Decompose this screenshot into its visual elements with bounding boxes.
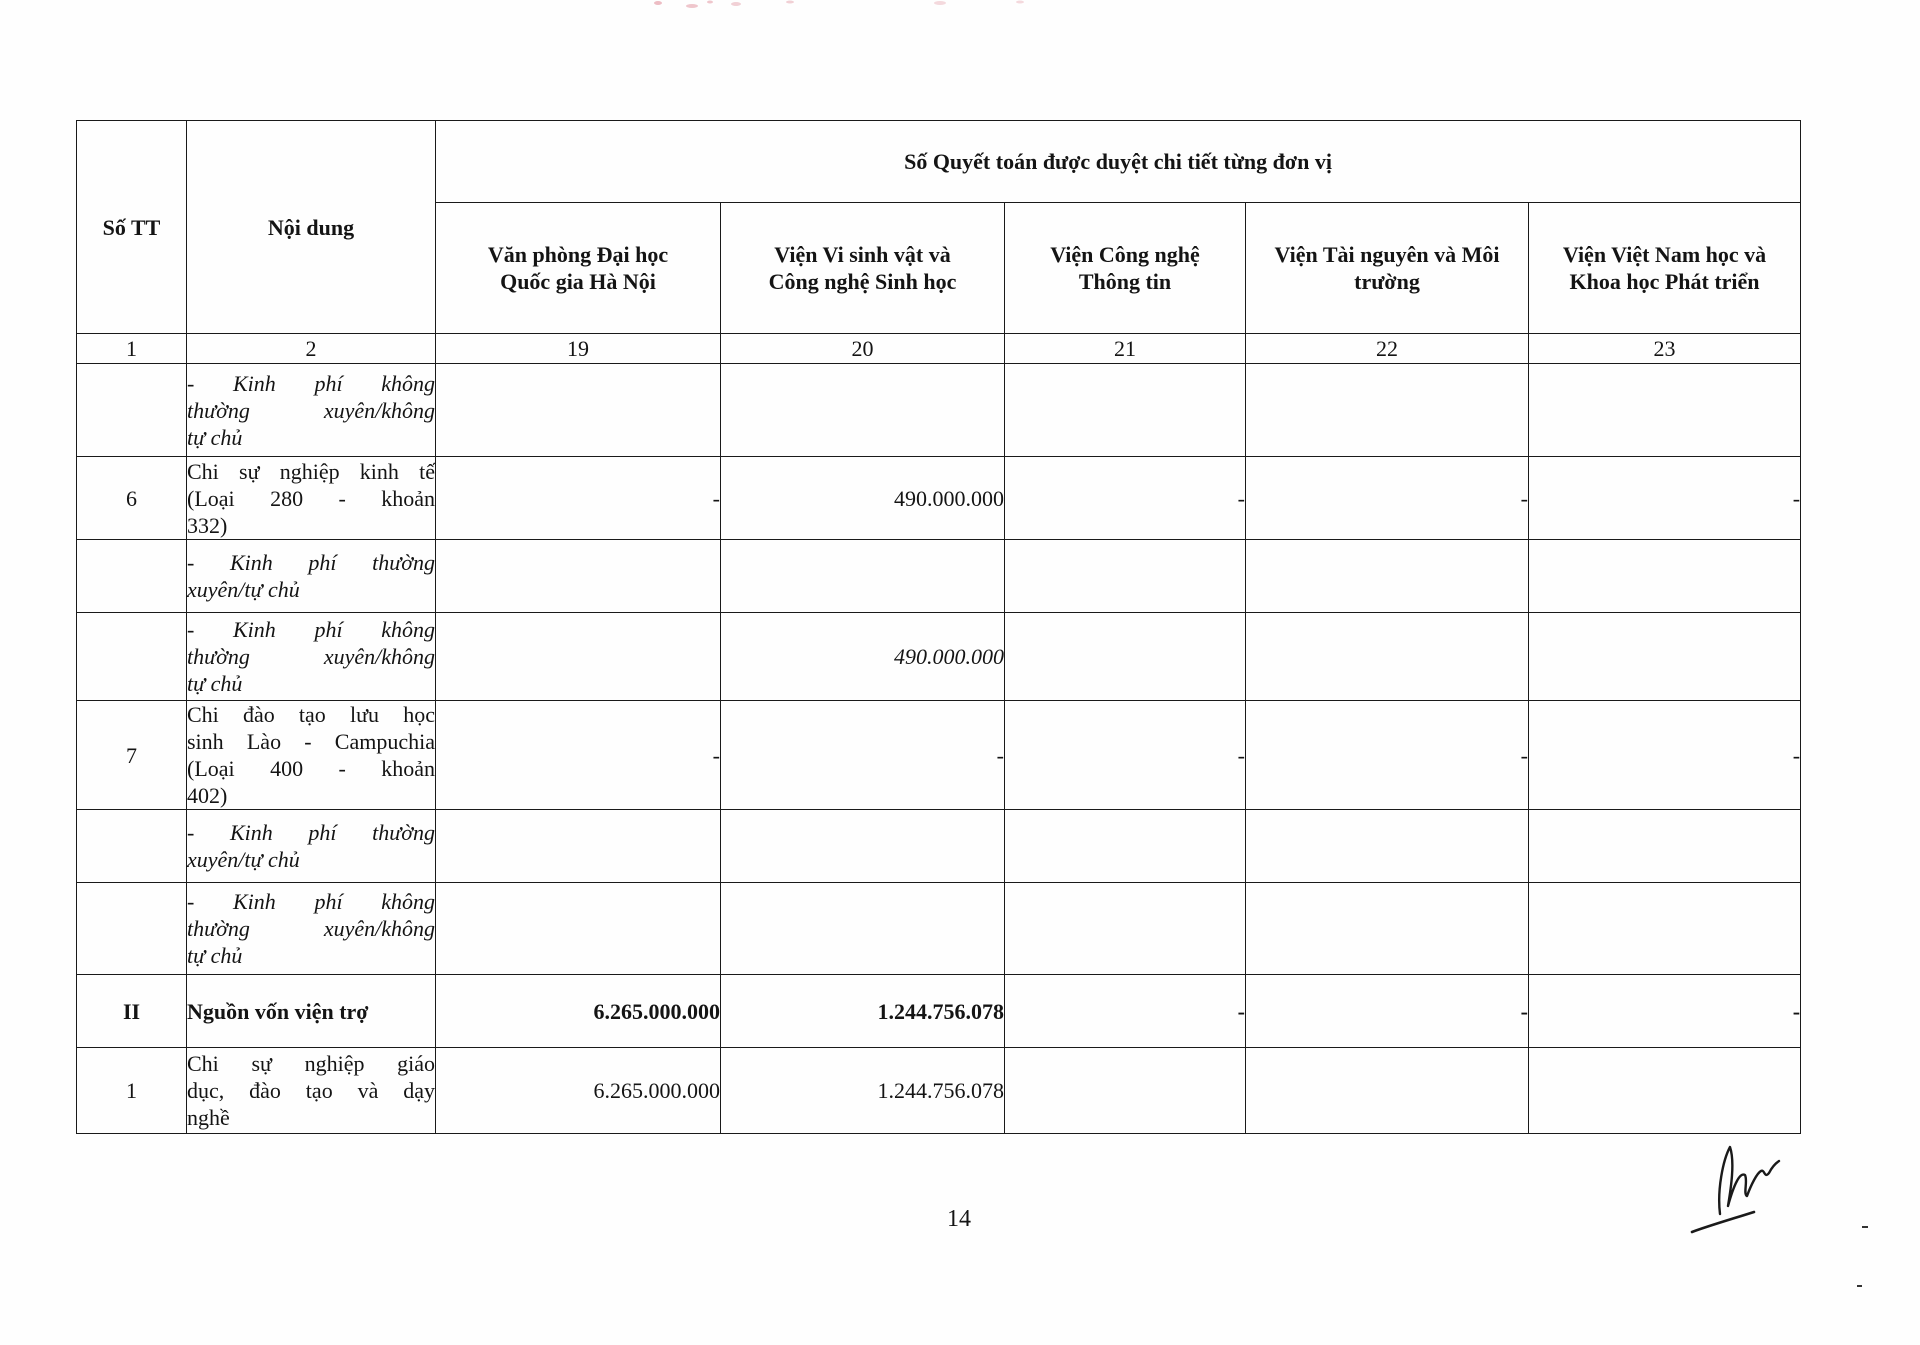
value-cell	[1529, 810, 1801, 883]
content-line: - Kinh phí không	[187, 889, 435, 914]
value-cell: -	[1529, 701, 1801, 810]
content-cell	[187, 883, 436, 975]
value-cell: -	[436, 701, 721, 810]
stt-cell: II	[77, 975, 187, 1048]
content-line: tự chủ	[187, 424, 243, 450]
value-cell: 490.000.000	[721, 457, 1005, 540]
stt-cell: 7	[77, 701, 187, 810]
header-group: Số Quyết toán được duyệt chi tiết từng đơn vị	[436, 121, 1801, 203]
table-row	[77, 540, 1801, 613]
content-cell	[187, 457, 436, 540]
content-cell	[187, 701, 436, 810]
content-line: Chi sự nghiệp giáo	[187, 1051, 435, 1076]
value-cell	[1246, 364, 1529, 457]
content-line: 332)	[187, 512, 228, 538]
value-cell	[436, 810, 721, 883]
value-cell	[1005, 810, 1246, 883]
table-row	[77, 883, 1801, 975]
value-cell	[1246, 1048, 1529, 1134]
value-cell	[1246, 810, 1529, 883]
value-cell	[1529, 613, 1801, 701]
value-cell	[1529, 364, 1801, 457]
content-line: xuyên/tự chủ	[187, 847, 300, 872]
value-cell	[436, 540, 721, 613]
header-unit-line: Viện Tài nguyên và Môi	[1274, 242, 1500, 267]
column-number: 21	[1005, 334, 1246, 364]
value-cell: -	[1005, 701, 1246, 810]
value-cell	[721, 883, 1005, 975]
value-cell	[1529, 883, 1801, 975]
value-cell: -	[1005, 975, 1246, 1048]
table-row	[77, 975, 1801, 1048]
content-line: - Kinh phí thường	[187, 820, 435, 845]
value-cell	[1005, 613, 1246, 701]
content-cell	[187, 975, 436, 1048]
content-line: Chi sự nghiệp kinh tế	[187, 458, 435, 484]
column-number: 2	[187, 334, 436, 364]
content-line: Chi đào tạo lưu học	[187, 702, 435, 727]
header-unit-line: Công nghệ Sinh học	[768, 269, 957, 294]
stt-cell: 6	[77, 457, 187, 540]
stamp-bleed-marks	[640, 0, 1060, 16]
header-unit-line: Viện Vi sinh vật và	[774, 242, 951, 267]
value-cell: -	[1246, 457, 1529, 540]
settlement-table	[76, 120, 1801, 1134]
value-cell	[1246, 613, 1529, 701]
content-cell	[187, 810, 436, 883]
table-row	[77, 1048, 1801, 1134]
content-cell	[187, 1048, 436, 1134]
value-cell	[1005, 364, 1246, 457]
value-cell: -	[1246, 701, 1529, 810]
header-unit-line: Viện Công nghệ	[1050, 242, 1200, 267]
value-cell	[1005, 883, 1246, 975]
stt-cell	[77, 810, 187, 883]
header-unit-line: Khoa học Phát triển	[1569, 269, 1760, 294]
content-line: xuyên/tự chủ	[187, 577, 300, 602]
column-number-row	[77, 334, 1801, 364]
content-line: thường xuyên/không	[187, 644, 435, 669]
column-number: 1	[77, 334, 187, 364]
value-cell	[1005, 540, 1246, 613]
stt-cell	[77, 540, 187, 613]
header-unit-line: Viện Việt Nam học và	[1562, 242, 1767, 267]
value-cell	[721, 364, 1005, 457]
header-unit-line: Quốc gia Hà Nội	[500, 269, 656, 294]
content-line: sinh Lào - Campuchia	[187, 729, 435, 754]
header-unit	[1246, 203, 1529, 334]
value-cell: -	[721, 701, 1005, 810]
value-cell: -	[1005, 457, 1246, 540]
stt-cell: 1	[77, 1048, 187, 1134]
content-line: - Kinh phí không	[187, 617, 435, 642]
value-cell: 1.244.756.078	[721, 975, 1005, 1048]
value-cell	[436, 364, 721, 457]
value-cell: 6.265.000.000	[436, 975, 721, 1048]
content-cell	[187, 364, 436, 457]
header-unit-line: Thông tin	[1078, 269, 1172, 294]
scan-speck	[1862, 1226, 1868, 1228]
content-line: thường xuyên/không	[187, 916, 435, 941]
header-row-top	[77, 121, 1801, 203]
content-line: dục, đào tạo và dạy	[187, 1078, 435, 1103]
header-stt: Số TT	[77, 121, 187, 334]
value-cell	[1529, 540, 1801, 613]
content-line: Nguồn vốn viện trợ	[187, 998, 369, 1024]
value-cell: -	[1246, 975, 1529, 1048]
stt-cell	[77, 883, 187, 975]
value-cell	[1529, 1048, 1801, 1134]
table-row	[77, 457, 1801, 540]
header-unit	[1005, 203, 1246, 334]
header-unit-line: Văn phòng Đại học	[487, 242, 669, 267]
value-cell	[721, 540, 1005, 613]
value-cell: 490.000.000	[721, 613, 1005, 701]
stt-cell	[77, 613, 187, 701]
value-cell: 1.244.756.078	[721, 1048, 1005, 1134]
content-line: - Kinh phí không	[187, 370, 435, 396]
content-line: tự chủ	[187, 943, 243, 968]
value-cell	[1246, 883, 1529, 975]
page-number: 14	[947, 1206, 971, 1232]
scan-speck	[1857, 1285, 1862, 1287]
header-unit	[1529, 203, 1801, 334]
value-cell	[1246, 540, 1529, 613]
column-number: 19	[436, 334, 721, 364]
column-number: 23	[1529, 334, 1801, 364]
value-cell: -	[1529, 975, 1801, 1048]
content-line: 402)	[187, 783, 228, 808]
content-line: nghề	[187, 1105, 230, 1130]
table-row	[77, 810, 1801, 883]
value-cell: -	[1529, 457, 1801, 540]
value-cell	[721, 810, 1005, 883]
value-cell: 6.265.000.000	[436, 1048, 721, 1134]
content-line: thường xuyên/không	[187, 397, 435, 423]
value-cell	[436, 883, 721, 975]
content-cell	[187, 540, 436, 613]
column-number: 22	[1246, 334, 1529, 364]
value-cell	[436, 613, 721, 701]
header-unit-line: trường	[1354, 269, 1420, 294]
stt-cell	[77, 364, 187, 457]
header-unit	[721, 203, 1005, 334]
signature	[1690, 1142, 1782, 1238]
content-line: (Loại 400 - khoản	[187, 756, 435, 781]
table-row	[77, 613, 1801, 701]
header-unit	[436, 203, 721, 334]
value-cell	[1005, 1048, 1246, 1134]
table-row	[77, 364, 1801, 457]
content-cell	[187, 613, 436, 701]
content-line: tự chủ	[187, 671, 243, 696]
value-cell: -	[436, 457, 721, 540]
header-noi-dung: Nội dung	[187, 121, 436, 334]
table-row	[77, 701, 1801, 810]
column-number: 20	[721, 334, 1005, 364]
content-line: - Kinh phí thường	[187, 550, 435, 575]
content-line: (Loại 280 - khoản	[187, 485, 435, 511]
